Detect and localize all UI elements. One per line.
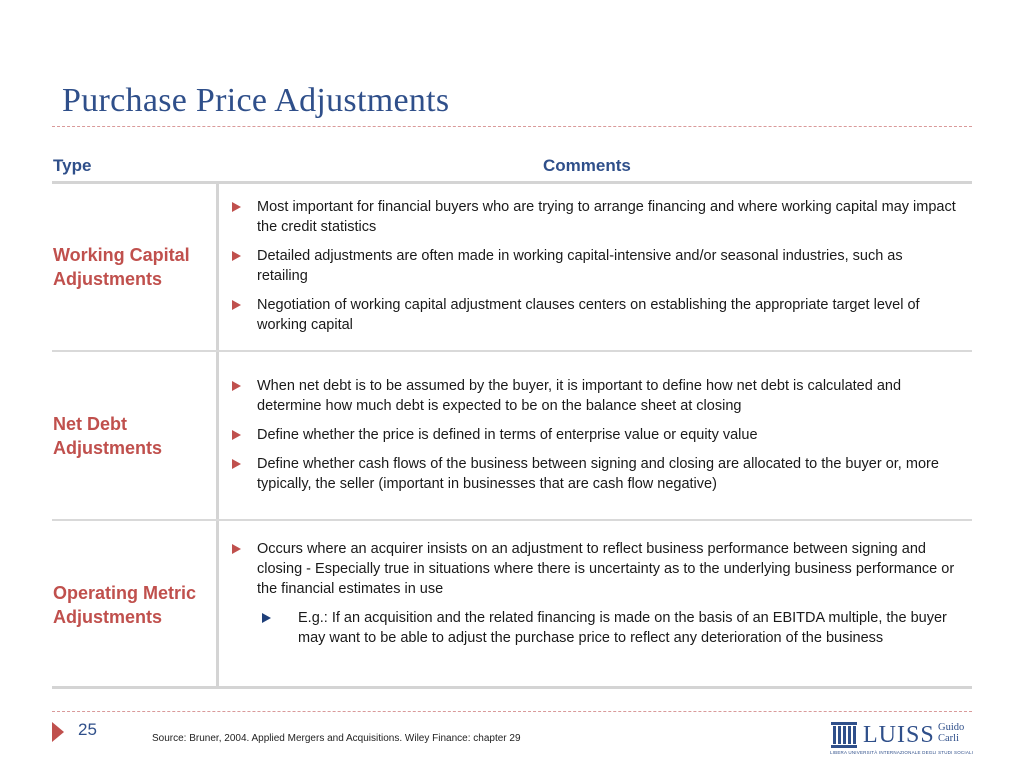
triangle-bullet-icon <box>232 202 241 212</box>
bullet-item <box>232 454 967 494</box>
logo-wordmark: LUISS <box>863 722 935 748</box>
footer-divider <box>52 711 972 712</box>
logo-guido-carli <box>938 722 964 744</box>
triangle-bullet-icon <box>232 544 241 554</box>
bullet-text: When net debt is to be assumed by the buyer, it is important to define how net debt is calculated and determine how much debt is expected to be on the balance sheet at closing <box>257 378 902 414</box>
page-marker-icon <box>52 722 64 742</box>
logo-carli: Carli <box>938 733 959 744</box>
row-type-net-debt <box>53 412 162 460</box>
triangle-sub-bullet-icon <box>262 613 271 623</box>
bullet-item <box>232 376 967 416</box>
bullet-item <box>232 246 957 286</box>
bullet-item <box>232 539 957 599</box>
bullet-text: Negotiation of working capital adjustment clauses centers on establishing the appropriate target level of working capital <box>257 297 920 333</box>
row-type-working-capital <box>53 243 190 291</box>
type-label-line: Operating Metric <box>53 583 197 603</box>
row-type-operating-metric <box>53 581 196 629</box>
row-divider <box>52 519 972 521</box>
bullet-item <box>232 197 957 237</box>
triangle-bullet-icon <box>232 300 241 310</box>
bullet-text: Occurs where an acquirer insists on an adjustment to reflect business performance between signing and closing - Especially true in situations where there is uncertainty as to the underlying business performance or the financial estimates in use <box>257 541 955 597</box>
column-header-type: Type <box>53 156 92 175</box>
title-divider <box>52 126 972 127</box>
bullet-item <box>232 425 967 445</box>
header-divider <box>52 181 972 184</box>
type-label-line: Adjustments <box>53 269 163 289</box>
sub-bullet-text: E.g.: If an acquisition and the related financing is made on the basis of an EBITDA multiple, the buyer may want to be able to adjust the purchase price to reflect any deterioration of the business <box>298 610 947 646</box>
column-divider <box>216 184 219 689</box>
slide-title: Purchase Price Adjustments <box>62 82 450 119</box>
logo-tagline: LIBERA UNIVERSITÀ INTERNAZIONALE DEGLI STUDI SOCIALI <box>830 750 974 755</box>
type-label-line: Adjustments <box>53 607 163 627</box>
page-number: 25 <box>78 720 97 739</box>
bullet-text: Detailed adjustments are often made in working capital-intensive and/or seasonal industries, such as retailing <box>257 248 903 284</box>
column-header-comments: Comments <box>543 156 631 175</box>
triangle-bullet-icon <box>232 430 241 440</box>
bullet-text: Define whether cash flows of the business between signing and closing are allocated to the buyer or, more typically, the seller (important in businesses that are cash flow negative) <box>257 456 939 492</box>
logo-guido: Guido <box>938 722 965 733</box>
sub-bullet-item <box>262 608 962 648</box>
type-label-line: Working Capital <box>53 245 190 265</box>
source-citation: Source: Bruner, 2004. Applied Mergers and Acquisitions. Wiley Finance: chapter 29 <box>152 733 521 744</box>
pillars-icon <box>830 722 858 748</box>
bullet-item <box>232 295 957 335</box>
triangle-bullet-icon <box>232 381 241 391</box>
triangle-bullet-icon <box>232 459 241 469</box>
type-label-line: Adjustments <box>53 438 163 458</box>
triangle-bullet-icon <box>232 251 241 261</box>
table-bottom-divider <box>52 686 972 689</box>
luiss-logo <box>830 720 975 758</box>
type-label-line: Net Debt <box>53 414 128 434</box>
bullet-text: Most important for financial buyers who are trying to arrange financing and where working capital may impact the credit statistics <box>257 199 956 235</box>
bullet-text: Define whether the price is defined in terms of enterprise value or equity value <box>257 427 758 443</box>
row-divider <box>52 350 972 352</box>
